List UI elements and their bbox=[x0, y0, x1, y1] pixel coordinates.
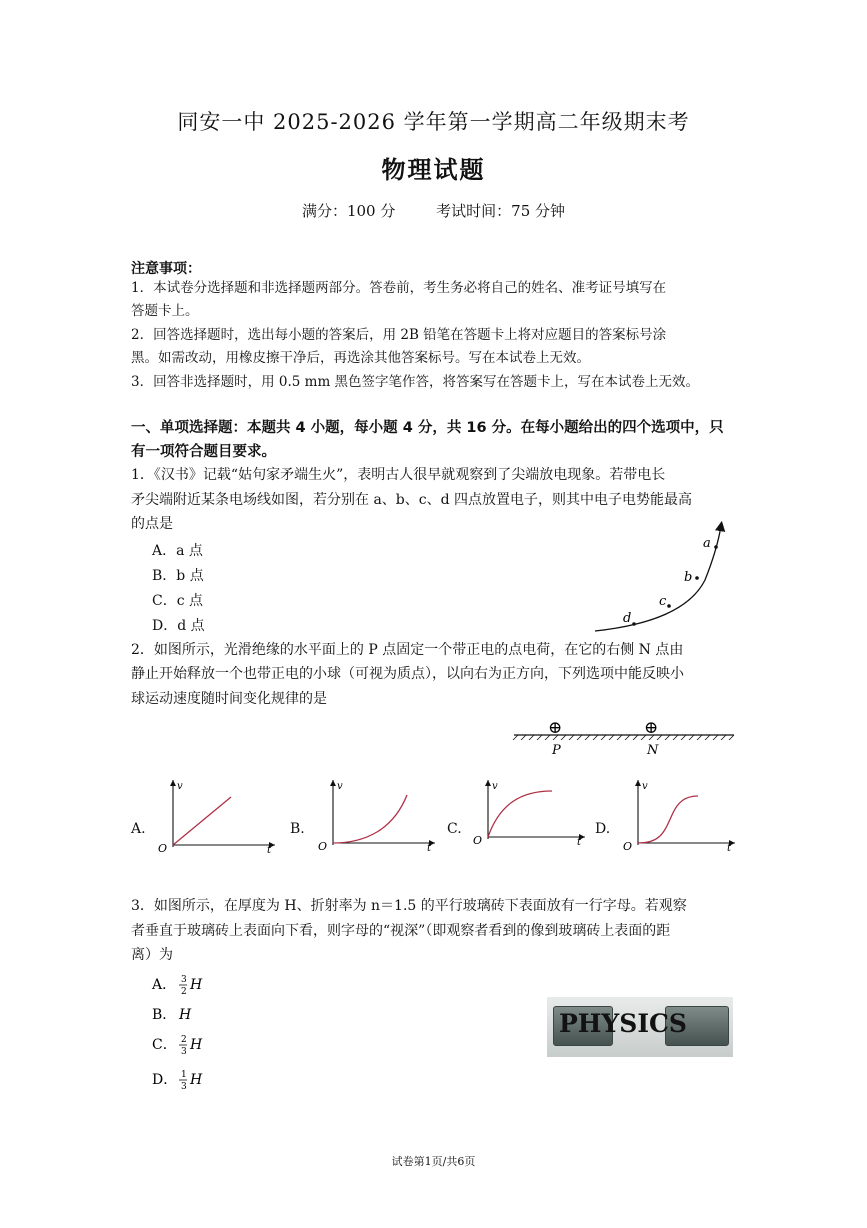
point-c-label: c bbox=[659, 594, 667, 609]
svg-text:O: O bbox=[473, 834, 483, 847]
charge-n-symbol: ⊕ bbox=[644, 718, 659, 738]
svg-text:3: 3 bbox=[181, 1047, 187, 1057]
charge-p-symbol: ⊕ bbox=[548, 718, 563, 738]
svg-text:H: H bbox=[190, 1037, 203, 1053]
q1-text: 的点是 bbox=[131, 516, 173, 532]
svg-text:1: 1 bbox=[181, 1070, 187, 1080]
svg-text:t: t bbox=[267, 845, 272, 855]
svg-text:t: t bbox=[577, 837, 582, 848]
q1-option-c: C．c 点 bbox=[152, 593, 204, 609]
point-p-label: P bbox=[552, 743, 561, 758]
page-footer: 试卷第1页/共6页 bbox=[391, 1155, 476, 1168]
graph-a bbox=[155, 775, 280, 855]
svg-text:H: H bbox=[179, 1007, 192, 1023]
q3-option-b bbox=[152, 1007, 192, 1023]
q3-text: 离）为 bbox=[131, 947, 173, 963]
graph-c-curve bbox=[488, 791, 552, 837]
time-text: 考试时间：75 分钟 bbox=[436, 202, 566, 220]
svg-text:t: t bbox=[427, 843, 432, 854]
graph-b-curve bbox=[333, 795, 407, 843]
svg-text:t: t bbox=[727, 843, 732, 854]
svg-text:C．: C． bbox=[152, 1037, 177, 1053]
point-d-label: d bbox=[623, 611, 632, 626]
graph-c-label: C. bbox=[447, 821, 462, 837]
score-text: 满分：100 分 bbox=[301, 202, 396, 220]
glass-brick-photo bbox=[547, 997, 733, 1057]
q3-option-a bbox=[151, 975, 203, 997]
svg-text:v: v bbox=[177, 781, 183, 792]
graph-a-label: A. bbox=[131, 821, 146, 837]
svg-text:O: O bbox=[318, 840, 328, 853]
svg-text:3: 3 bbox=[181, 975, 187, 985]
graph-d-label: D. bbox=[595, 821, 611, 837]
notes-heading: 注意事项： bbox=[131, 261, 201, 277]
graph-b bbox=[315, 775, 440, 855]
q2-text: 静止开始释放一个也带正电的小球（可视为质点），以向右为正方向，下列选项中能反映小 bbox=[131, 666, 684, 682]
point-b-dot bbox=[695, 576, 699, 580]
svg-text:2: 2 bbox=[181, 1035, 187, 1045]
svg-text:O: O bbox=[623, 840, 633, 853]
graph-d-curve bbox=[638, 796, 698, 843]
notes-line: 2．回答选择题时，选出每小题的答案后，用 2B 铅笔在答题卡上将对应题目的答案标号涂 bbox=[131, 327, 667, 343]
exam-subtitle: 物理试题 bbox=[381, 155, 486, 184]
svg-text:D．: D． bbox=[152, 1072, 178, 1088]
point-a-dot bbox=[714, 545, 718, 549]
svg-text:H: H bbox=[190, 1072, 203, 1088]
graph-a-curve bbox=[173, 797, 231, 845]
svg-text:B．: B． bbox=[152, 1007, 177, 1023]
notes-line: 3．回答非选择题时，用 0.5 mm 黑色签字笔作答，将答案写在答题卡上，写在本试卷上无效。 bbox=[131, 374, 700, 390]
field-line-figure bbox=[580, 520, 740, 635]
q1-option-d: D．d 点 bbox=[152, 618, 205, 634]
q3-text: 3．如图所示，在厚度为 H、折射率为 n＝1.5 的平行玻璃砖下表面放有一行字母。若观察 bbox=[131, 898, 687, 914]
exam-meta bbox=[0, 200, 867, 221]
section-heading: 一、单项选择题：本题共 4 小题，每小题 4 分，共 16 分。在每小题给出的四个选项中，只 bbox=[131, 420, 724, 436]
q3-option-d bbox=[152, 1070, 203, 1092]
graph-c bbox=[470, 775, 595, 855]
charge-setup-figure bbox=[512, 712, 737, 758]
svg-text:A．: A． bbox=[152, 977, 177, 993]
svg-text:3: 3 bbox=[181, 1082, 187, 1092]
q1-text: 1．《汉书》记载“姑句家矛端生火”，表明古人很早就观察到了尖端放电现象。若带电长 bbox=[131, 467, 666, 483]
graph-d bbox=[620, 775, 740, 855]
q1-option-b: B．b 点 bbox=[152, 568, 204, 584]
exam-title: 同安一中 2025-2026 学年第一学期高二年级期末考 bbox=[177, 110, 690, 134]
q2-text: 2．如图所示，光滑绝缘的水平面上的 P 点固定一个带正电的点电荷，在它的右侧 N 点由 bbox=[131, 642, 684, 658]
svg-text:O: O bbox=[158, 842, 168, 855]
svg-text:v: v bbox=[492, 781, 498, 792]
svg-text:v: v bbox=[337, 781, 343, 792]
q3-options bbox=[150, 968, 270, 1098]
q2-text: 球运动速度随时间变化规律的是 bbox=[131, 691, 327, 707]
svg-text:H: H bbox=[190, 977, 203, 993]
svg-text:v: v bbox=[642, 781, 648, 792]
section-heading-cont: 有一项符合题目要求。 bbox=[131, 444, 276, 460]
notes-line: 答题卡上。 bbox=[131, 303, 199, 319]
point-a-label: a bbox=[703, 536, 711, 551]
notes-line: 1．本试卷分选择题和非选择题两部分。答卷前，考生务必将自己的姓名、准考证号填写在 bbox=[131, 280, 667, 296]
point-d-dot bbox=[632, 622, 636, 626]
notes-line: 黑。如需改动，用橡皮擦干净后，再选涂其他答案标号。写在本试卷上无效。 bbox=[131, 350, 590, 366]
q3-option-c bbox=[152, 1035, 203, 1057]
graph-b-label: B. bbox=[290, 821, 305, 837]
point-b-label: b bbox=[684, 570, 693, 585]
q1-option-a: A．a 点 bbox=[152, 543, 203, 559]
physics-letters: PHYSICS bbox=[559, 1009, 687, 1038]
svg-text:2: 2 bbox=[181, 987, 187, 997]
point-n-label: N bbox=[647, 743, 659, 758]
q3-text: 者垂直于玻璃砖上表面向下看，则字母的“视深”（即观察者看到的像到玻璃砖上表面的距 bbox=[131, 923, 671, 939]
q1-text: 矛尖端附近某条电场线如图，若分别在 a、b、c、d 四点放置电子，则其中电子电势能最高 bbox=[131, 492, 693, 508]
point-c-dot bbox=[667, 604, 671, 608]
